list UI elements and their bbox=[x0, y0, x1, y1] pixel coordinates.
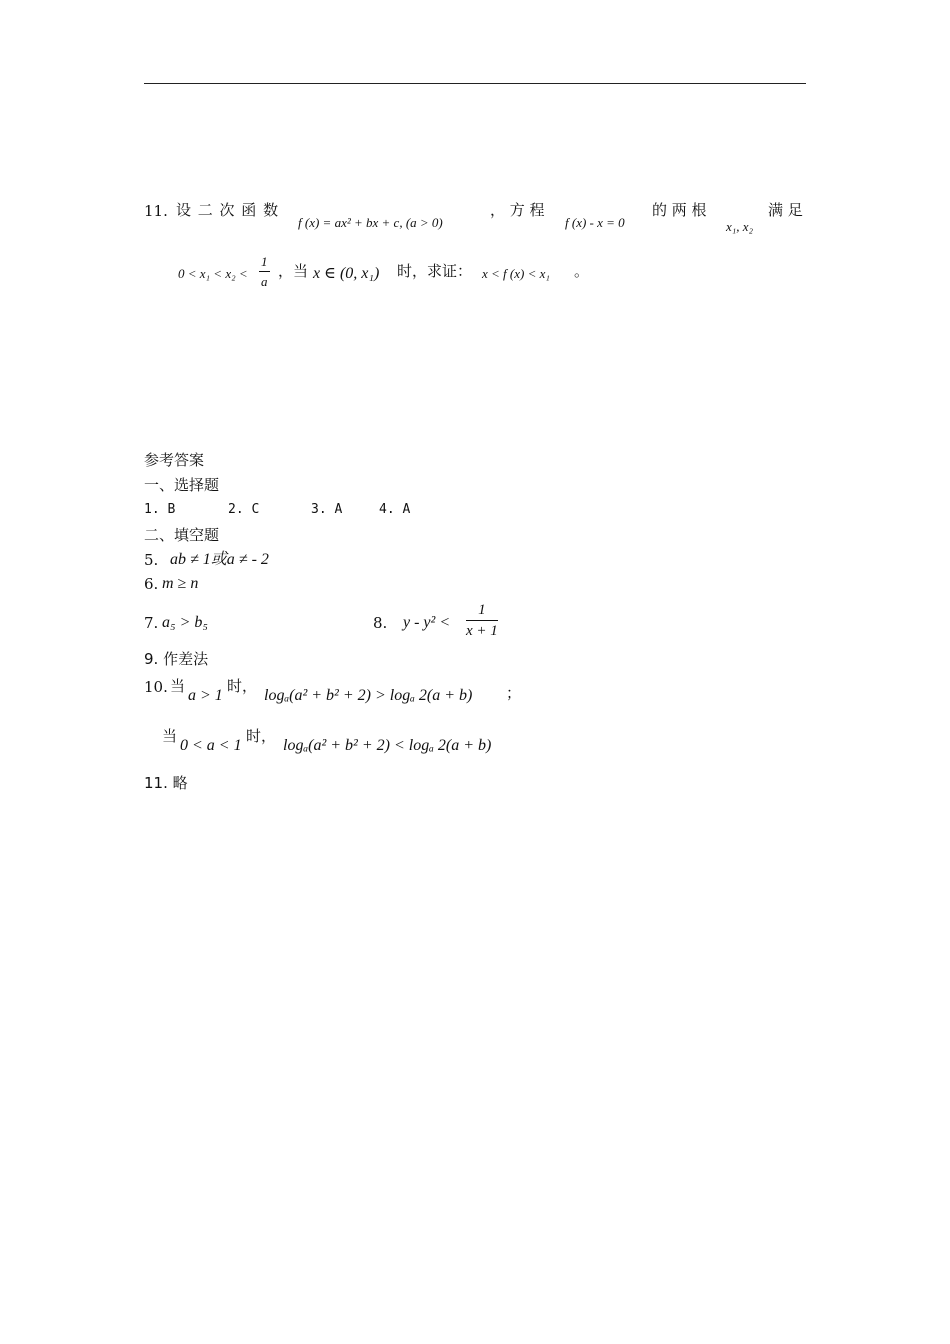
answer-10-expression-2: logₐ(a² + b² + 2) < logₐ 2(a + b) bbox=[283, 737, 492, 754]
q11-roots: x₁, x₂ bbox=[726, 219, 754, 234]
q11-equation: f (x) - x = 0 bbox=[565, 215, 625, 230]
answer-10-when-2: 当 bbox=[162, 727, 178, 745]
answer-7-number: 7. bbox=[144, 614, 159, 632]
answer-1: 1. B bbox=[144, 502, 176, 517]
q11-claim: x < f (x) < x₁ bbox=[482, 266, 550, 281]
answer-7-expression: a₅ > b₅ bbox=[162, 614, 208, 631]
answer-8-fraction bbox=[466, 602, 498, 640]
q11-function: f (x) = ax² + bx + c, (a > 0) bbox=[298, 215, 443, 230]
answer-2: 2. C bbox=[228, 502, 260, 517]
q11-fraction-denominator: a bbox=[261, 274, 268, 289]
answers-section-choice: 一、选择题 bbox=[144, 476, 220, 494]
answer-5-number: 5. bbox=[144, 551, 159, 569]
q11-end-mark: 。 bbox=[574, 262, 590, 280]
q11-fraction bbox=[259, 254, 270, 290]
answer-10-condition-1: a > 1 bbox=[188, 687, 223, 704]
answer-3: 3. A bbox=[311, 502, 343, 517]
answers-section-fill: 二、填空题 bbox=[144, 526, 220, 544]
answer-10-shi-1: 时， bbox=[227, 677, 258, 695]
q11-mid-text-1: ， 方 程 bbox=[490, 201, 545, 219]
q11-cond-mid: ，当 bbox=[278, 262, 309, 280]
answer-10-expression-1: logₐ(a² + b² + 2) > logₐ 2(a + b) bbox=[264, 687, 473, 704]
answer-10-condition-2: 0 < a < 1 bbox=[180, 737, 242, 754]
answer-10-number: 10. bbox=[144, 678, 168, 696]
answer-8-fraction-denominator: x + 1 bbox=[466, 623, 498, 639]
answer-4: 4. A bbox=[379, 502, 411, 517]
q11-fraction-numerator: 1 bbox=[259, 254, 270, 272]
answer-8-number: 8. bbox=[373, 614, 388, 632]
answer-10-semicolon: ； bbox=[506, 684, 522, 702]
q11-condition: 0 < x₁ < x₂ < bbox=[178, 266, 248, 281]
answer-6-expression: m ≥ n bbox=[162, 575, 199, 592]
header-rule bbox=[144, 83, 806, 84]
q11-when-text: 时，求证： bbox=[397, 262, 473, 280]
q11-lead-text: 设 二 次 函 数 bbox=[176, 201, 280, 219]
answer-11: 11. 略 bbox=[144, 774, 188, 792]
answer-5-expression: ab ≠ 1或a ≠ - 2 bbox=[170, 551, 269, 568]
q11-number: 11. bbox=[144, 202, 168, 220]
q11-interval: x ∈ (0, x₁) bbox=[313, 265, 380, 282]
answer-8-expression: y - y² < bbox=[403, 614, 451, 631]
answer-6-number: 6. bbox=[144, 575, 159, 593]
answer-10-when-1: 当 bbox=[170, 677, 186, 695]
answer-10-shi-2: 时， bbox=[246, 727, 277, 745]
q11-mid-text-2: 的 两 根 bbox=[652, 201, 707, 219]
answer-9: 9. 作差法 bbox=[144, 650, 209, 668]
answers-title: 参考答案 bbox=[144, 451, 205, 469]
answer-8-fraction-numerator: 1 bbox=[466, 602, 498, 621]
q11-tail-text: 满 足 bbox=[768, 201, 803, 219]
